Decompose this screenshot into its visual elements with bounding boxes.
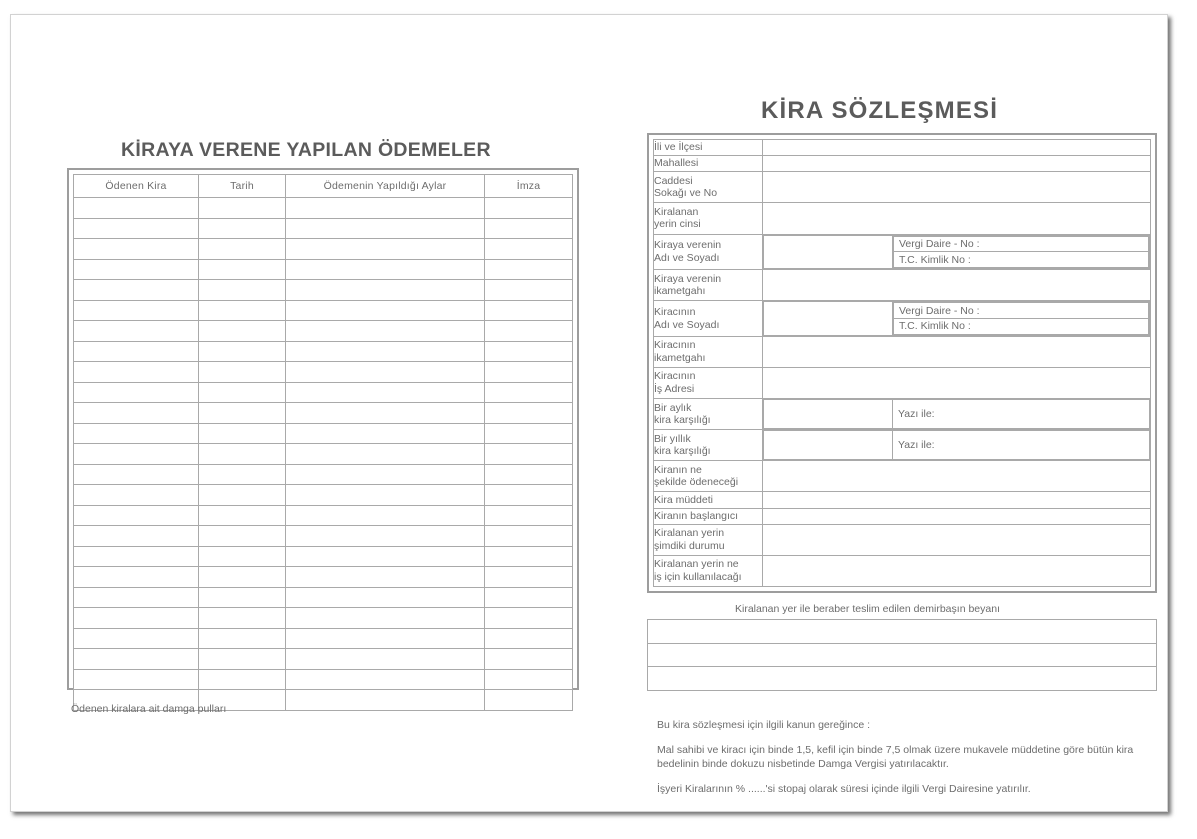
payment-cell[interactable] [286,218,485,239]
contract-row [654,140,1151,156]
payment-cell[interactable] [485,423,573,444]
payment-cell[interactable] [74,485,199,506]
payment-cell[interactable] [74,505,199,526]
field-label-kiracinin-ikametgahi: Kiracının ikametgahı [654,336,763,367]
payment-cell[interactable] [74,259,199,280]
payment-cell[interactable] [74,382,199,403]
table-row[interactable] [74,198,573,219]
field-value-kiranin-baslangici[interactable] [763,508,1151,524]
table-row[interactable] [74,300,573,321]
contract-row [654,524,1151,555]
payment-cell[interactable] [74,218,199,239]
payment-cell[interactable] [286,239,485,260]
payment-cell[interactable] [286,321,485,342]
payment-cell[interactable] [485,218,573,239]
split-value-group [763,235,1150,270]
payment-cell[interactable] [286,300,485,321]
contract-row [654,336,1151,367]
contract-row [654,430,1151,461]
payment-cell[interactable] [199,218,286,239]
demirbas-table-body [648,620,1157,691]
field-value-bir-aylik-kira-karsiligi[interactable] [763,399,1151,430]
payment-cell[interactable] [199,423,286,444]
payment-cell[interactable] [286,505,485,526]
field-label-kiralanan-yerin-ne-is-icin-kullanilacagi: Kiralanan yerin ne iş için kullanılacağı [654,555,763,586]
demirbas-cell[interactable] [648,667,1157,691]
payment-cell[interactable] [199,485,286,506]
vergi-daire-no-field[interactable] [894,303,1149,319]
table-row[interactable] [74,567,573,588]
payment-cell[interactable] [286,649,485,670]
field-value-kiraya-verenin-ikametgahi[interactable] [763,270,1151,301]
payment-cell[interactable] [286,690,485,711]
demirbas-box [647,619,1157,691]
payment-cell[interactable] [74,341,199,362]
tax-id-row[interactable] [894,252,1149,268]
payment-cell[interactable] [199,444,286,465]
payments-table-body [74,198,573,711]
payment-cell[interactable] [485,382,573,403]
field-value-i-li-ve-i-lcesi[interactable] [763,140,1151,156]
contract-row [654,461,1151,492]
field-label-bir-aylik-kira-karsiligi: Bir aylık kira karşılığı [654,399,763,430]
contract-row [654,301,1151,337]
field-value-kira-muddeti[interactable] [763,492,1151,508]
payment-cell[interactable] [286,485,485,506]
table-row[interactable] [74,485,573,506]
payment-cell[interactable] [199,505,286,526]
payment-cell[interactable] [485,669,573,690]
payment-cell[interactable] [485,649,573,670]
payment-cell[interactable] [74,526,199,547]
paper-sheet [10,14,1168,812]
table-row[interactable] [74,218,573,239]
table-row[interactable] [74,546,573,567]
payment-cell[interactable] [199,321,286,342]
payment-cell[interactable] [199,362,286,383]
payment-cell[interactable] [199,546,286,567]
field-label-kiraya-verenin-adi-ve-soyadi: Kiraya verenin Adı ve Soyadı [654,234,763,270]
split-value-group [763,399,1150,429]
vergi-daire-no-label: Vergi Daire - No : [899,304,980,317]
payment-cell[interactable] [286,587,485,608]
contract-table-frame [647,133,1157,593]
table-row[interactable] [74,321,573,342]
amount-input-area[interactable] [764,400,893,429]
payment-cell[interactable] [74,587,199,608]
payment-cell[interactable] [199,587,286,608]
vergi-daire-no-label: Vergi Daire - No : [899,237,980,250]
contract-row [654,203,1151,234]
field-label-kiracinin-i-s-adresi: Kiracının İş Adresi [654,368,763,399]
payment-cell[interactable] [199,669,286,690]
payment-cell[interactable] [485,300,573,321]
payment-cell[interactable] [286,403,485,424]
payment-cell[interactable] [286,526,485,547]
table-row[interactable] [74,382,573,403]
column-header-imza: İmza [485,175,573,198]
contract-row [654,172,1151,203]
demirbas-row[interactable] [648,643,1157,667]
contract-row [654,555,1151,586]
demirbas-cell[interactable] [648,643,1157,667]
split-value-group [763,301,1150,336]
payment-cell[interactable] [286,382,485,403]
payment-cell[interactable] [286,546,485,567]
tax-id-row[interactable] [894,236,1149,252]
payments-table [73,174,573,711]
contract-row [654,270,1151,301]
field-value-caddesi-sokagi-ve-no[interactable] [763,172,1151,203]
contract-table [653,139,1151,587]
amount-in-words-area[interactable] [893,431,1150,460]
payment-cell[interactable] [485,485,573,506]
payment-cell[interactable] [485,444,573,465]
field-label-kiranin-ne-sekilde-odenecegi: Kiranın ne şekilde ödeneceği [654,461,763,492]
amount-in-words-area[interactable] [893,400,1150,429]
contract-title: KİRA SÖZLEŞMESİ [761,97,999,124]
payment-cell[interactable] [286,259,485,280]
field-value-kiracinin-i-s-adresi[interactable] [763,368,1151,399]
name-input-area[interactable] [764,235,893,269]
contract-row [654,156,1151,172]
payment-cell[interactable] [199,341,286,362]
payment-cell[interactable] [199,649,286,670]
payment-cell[interactable] [286,608,485,629]
payment-cell[interactable] [74,321,199,342]
contract-table-body [654,140,1151,587]
payment-cell[interactable] [74,444,199,465]
payment-cell[interactable] [199,608,286,629]
payments-table-frame [67,168,579,690]
payment-cell[interactable] [485,239,573,260]
payment-cell[interactable] [485,690,573,711]
tax-id-row[interactable] [894,303,1149,319]
payment-cell[interactable] [74,628,199,649]
field-value-mahallesi[interactable] [763,156,1151,172]
field-label-kiralanan-yerin-cinsi: Kiralanan yerin cinsi [654,203,763,234]
contract-row [654,492,1151,508]
contract-row [654,399,1151,430]
payment-cell[interactable] [286,444,485,465]
payment-cell[interactable] [199,628,286,649]
table-row[interactable] [74,362,573,383]
payment-cell[interactable] [485,321,573,342]
field-label-kira-muddeti: Kira müddeti [654,492,763,508]
payment-cell[interactable] [286,464,485,485]
payment-cell[interactable] [74,423,199,444]
table-row[interactable] [74,669,573,690]
field-value-kiracinin-ikametgahi[interactable] [763,336,1151,367]
field-value-kiralanan-yerin-cinsi[interactable] [763,203,1151,234]
field-value-kiraya-verenin-adi-ve-soyadi[interactable] [763,234,1151,270]
payment-cell[interactable] [74,608,199,629]
name-input-area[interactable] [764,302,893,336]
payment-cell[interactable] [199,382,286,403]
payment-cell[interactable] [485,280,573,301]
demirbas-row[interactable] [648,667,1157,691]
table-row[interactable] [74,259,573,280]
payment-cell[interactable] [485,403,573,424]
payment-cell[interactable] [199,403,286,424]
field-value-kiralanan-yerin-ne-is-icin-kullanilacagi[interactable] [763,555,1151,586]
payment-cell[interactable] [485,546,573,567]
tax-id-group [893,302,1150,336]
payment-cell[interactable] [286,567,485,588]
payment-cell[interactable] [74,198,199,219]
payment-cell[interactable] [485,341,573,362]
table-row[interactable] [74,464,573,485]
payment-cell[interactable] [485,567,573,588]
field-label-kiranin-baslangici: Kiranın başlangıcı [654,508,763,524]
tax-id-row[interactable] [894,319,1149,335]
table-row[interactable] [74,341,573,362]
payment-cell[interactable] [74,362,199,383]
table-row[interactable] [74,239,573,260]
payment-cell[interactable] [485,526,573,547]
payment-cell[interactable] [485,259,573,280]
legal-stamp-duty: Mal sahibi ve kiracı için binde 1,5, kefil için binde 7,5 olmak üzere mukavele müddetine göre bütün kira bedelinin binde dokuzu nisbetinde Damga Vergisi yatırılacaktır. [657,744,1134,770]
table-row[interactable] [74,403,573,424]
payment-cell[interactable] [199,526,286,547]
tax-id-group [893,235,1150,269]
column-header-odemenin-yapildigi-aylar: Ödemenin Yapıldığı Aylar [286,175,485,198]
stamp-note: Ödenen kiralara ait damga pulları [71,703,227,715]
tc-kimlik-no-label: T.C. Kimlik No : [899,253,971,266]
legal-intro: Bu kira sözleşmesi için ilgili kanun gereğince : [657,719,871,731]
payment-cell[interactable] [485,198,573,219]
payment-cell[interactable] [286,280,485,301]
field-value-kiracinin-adi-ve-soyadi[interactable] [763,301,1151,337]
payment-cell[interactable] [74,464,199,485]
demirbas-row[interactable] [648,620,1157,644]
field-label-kiracinin-adi-ve-soyadi: Kiracının Adı ve Soyadı [654,301,763,337]
table-row[interactable] [74,423,573,444]
payment-cell[interactable] [199,239,286,260]
payment-cell[interactable] [485,587,573,608]
table-row[interactable] [74,444,573,465]
field-label-kiralanan-yerin-simdiki-durumu: Kiralanan yerin şimdiki durumu [654,524,763,555]
payment-cell[interactable] [74,300,199,321]
table-row[interactable] [74,587,573,608]
column-header-odenen-kira: Ödenen Kira [74,175,199,198]
yazi-ile-label: Yazı ile: [898,439,935,452]
field-value-kiranin-ne-sekilde-odenecegi[interactable] [763,461,1151,492]
table-row[interactable] [74,649,573,670]
contract-row [654,368,1151,399]
tc-kimlik-no-label: T.C. Kimlik No : [899,320,971,333]
table-row[interactable] [74,608,573,629]
column-header-tarih: Tarih [199,175,286,198]
amount-input-area[interactable] [764,431,893,460]
payment-cell[interactable] [485,362,573,383]
payment-cell[interactable] [74,280,199,301]
tc-kimlik-no-field[interactable] [894,252,1149,268]
table-row[interactable] [74,505,573,526]
field-label-kiraya-verenin-ikametgahi: Kiraya verenin ikametgahı [654,270,763,301]
field-label-caddesi-sokagi-ve-no: Caddesi Sokağı ve No [654,172,763,203]
table-row[interactable] [74,628,573,649]
payment-cell[interactable] [286,628,485,649]
vergi-daire-no-field[interactable] [894,236,1149,252]
payment-cell[interactable] [485,464,573,485]
field-value-kiralanan-yerin-simdiki-durumu[interactable] [763,524,1151,555]
payment-cell[interactable] [74,567,199,588]
yazi-ile-label: Yazı ile: [898,408,935,421]
payment-cell[interactable] [74,649,199,670]
demirbas-cell[interactable] [648,620,1157,644]
payments-table-header-row [74,175,573,198]
field-label-bir-yillik-kira-karsiligi: Bir yıllık kira karşılığı [654,430,763,461]
demirbas-caption: Kiralanan yer ile beraber teslim edilen demirbaşın beyanı [735,603,1000,615]
payment-cell[interactable] [199,280,286,301]
payments-section-title: KİRAYA VERENE YAPILAN ÖDEMELER [121,139,491,161]
tc-kimlik-no-field[interactable] [894,319,1149,335]
contract-row [654,508,1151,524]
legal-withholding: İşyeri Kiralarının % ......'si stopaj olarak süresi içinde ilgili Vergi Dairesine yatırılır. [657,783,1031,795]
payment-cell[interactable] [286,341,485,362]
payment-cell[interactable] [199,567,286,588]
table-row[interactable] [74,526,573,547]
table-row[interactable] [74,280,573,301]
payment-cell[interactable] [199,464,286,485]
field-label-mahallesi: Mahallesi [654,156,763,172]
payment-cell[interactable] [286,423,485,444]
payment-cell[interactable] [286,362,485,383]
payment-cell[interactable] [199,198,286,219]
payment-cell[interactable] [74,546,199,567]
payment-cell[interactable] [286,669,485,690]
payment-cell[interactable] [485,505,573,526]
split-value-group [763,430,1150,460]
field-value-bir-yillik-kira-karsiligi[interactable] [763,430,1151,461]
payment-cell[interactable] [199,259,286,280]
payment-cell[interactable] [74,669,199,690]
field-label-i-li-ve-i-lcesi: İli ve İlçesi [654,140,763,156]
payment-cell[interactable] [199,300,286,321]
payment-cell[interactable] [286,198,485,219]
payment-cell[interactable] [74,403,199,424]
payment-cell[interactable] [485,628,573,649]
contract-row [654,234,1151,270]
payment-cell[interactable] [485,608,573,629]
payment-cell[interactable] [74,239,199,260]
demirbas-table [647,619,1157,691]
